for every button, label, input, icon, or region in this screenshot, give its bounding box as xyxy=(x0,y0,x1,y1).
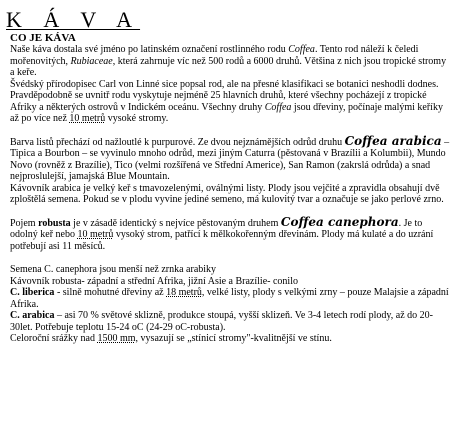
text-run: Barva listů přechází od nažloutlé k purpurové. Ze dvou nejznámějších odrůd druhu xyxy=(10,136,345,148)
text-run: Celoroční srážky nad xyxy=(10,333,98,344)
paragraph-robusta xyxy=(6,214,452,253)
text-run: . Tento rod náleží k čeledi mořenovitých, xyxy=(10,44,419,67)
text-run: – asi 70 % světové sklizně, produkce stoupá, vyšší sklizeň. Ve 3-4 letech rodí plody, až do 20-30let. Potřebuje teplotu 15-24 oC (24-29 oC-robusta). xyxy=(10,310,433,333)
text-run: –Tipica a Bourbon – se vyvinulo mnoho odrůd, mezi jiným Caturra (pěstovaná v Brazílii a Kolumbii), Mundo Novo (rovněž z Brazílie), Tico (velmi rozšířená ve Střední Americe), San Ramon (zakrslá odrůda) a snad nejproslulejší, jamajská Blue Mountain. xyxy=(10,136,450,182)
paragraph-linne xyxy=(6,79,452,125)
document-page xyxy=(6,8,452,345)
paragraph-notes xyxy=(6,264,452,345)
note-line: Semena C. canephora jsou menší než zrnka arabiky xyxy=(10,264,217,275)
genus-name: Coffea xyxy=(288,44,315,55)
measure-term: 1500 mm xyxy=(97,333,136,344)
species-name: Coffea canephora xyxy=(280,214,399,229)
text-run: vysoký strom, patřící k mělkokořenným dřevinám. Plody má kulaté a do uzrání potřebují asi 11 měsíců. xyxy=(10,229,434,252)
family-name: Rubiaceae xyxy=(70,55,113,67)
text-run: je v zásadě identický s nejvíce pěstovaným druhem xyxy=(70,217,281,229)
measure-term: 10 metrů xyxy=(69,113,106,124)
section-heading: CO JE KÁVA xyxy=(10,32,76,44)
text-run: - silně mohutné dřeviny až xyxy=(54,287,167,298)
note-line: Kávovník robusta- západní a střední Afrika, jižní Asie a Brazílie- conilo xyxy=(10,275,298,287)
text-run: , která zahrnuje víc než 500 rodů a 6000 druhů. Většina z nich jsou tropické stromy a keře. xyxy=(10,55,447,78)
liberica-label: C. liberica xyxy=(10,287,55,298)
text-run: vysoké stromy. xyxy=(105,113,169,124)
text-run: Naše káva dostala své jméno po latinském označení rostlinného rodu xyxy=(10,44,289,55)
text-run: jsou dřeviny, počínaje malými keříky až po více než xyxy=(10,101,443,124)
species-name: Coffea arabica xyxy=(344,133,442,148)
genus-name: Coffea xyxy=(264,101,292,113)
text-run: Pojem xyxy=(10,217,39,229)
arabica-label: C. arabica xyxy=(10,310,55,321)
text-run: , vysazují se „stínicí stromy"-kvalitnější ve stínu. xyxy=(135,333,332,344)
text-run: , velké listy, plody s velkými zrny – pouze Malajsie a západní Afrika. xyxy=(10,287,449,310)
measure-term: 18 metrů xyxy=(166,287,202,298)
robusta-term: robusta xyxy=(38,217,71,229)
text-run: . Je to odolný keř nebo xyxy=(10,217,423,240)
text-run: Kávovník arabica je velký keř s tmavozelenými, oválnými listy. Plody jsou vejčité a zpravidla obsahují dvě zploštělá semena. Pokud se v plodu vyvine jediné semeno, má kulovitý tvar a označuje se jako perlové zrno. xyxy=(10,182,444,205)
page-title: K Á V A xyxy=(6,7,141,32)
measure-term: 10 metrů xyxy=(77,229,114,240)
text-run: Švédský přírodopisec Carl von Linné sice popsal rod, ale na přesné klasifikaci se botanici neshodli dodnes. Pravděpodobně se uvnitř rodu vyskytuje nejméně 25 hlavních druhů, které všechny pocházejí z tropické Afriky a některých ostrovů v Indickém oceánu. Všechny druhy xyxy=(10,78,439,113)
paragraph-intro xyxy=(6,44,452,79)
paragraph-arabica xyxy=(6,133,452,206)
